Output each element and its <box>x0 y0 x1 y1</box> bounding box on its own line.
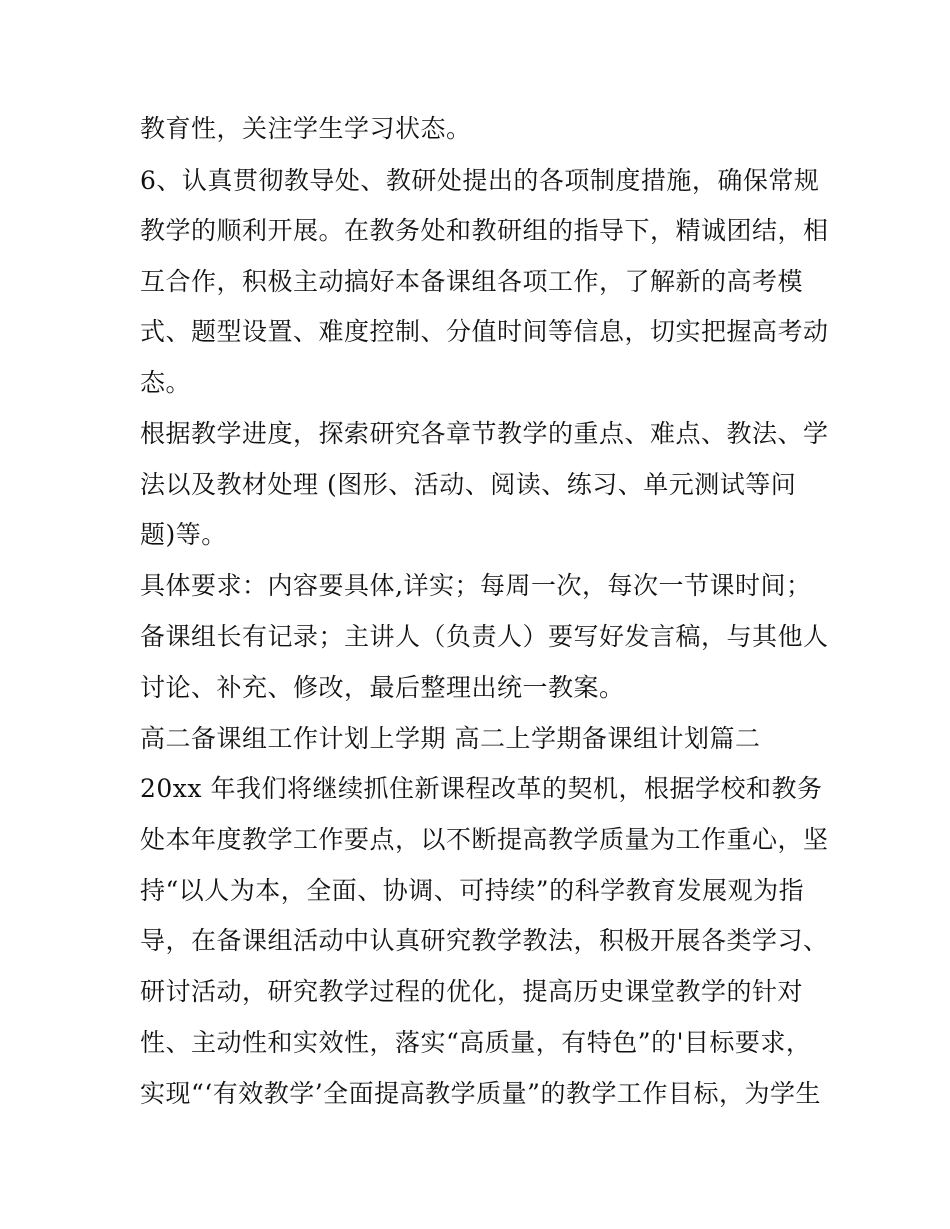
text-line: 法以及教材处理 (图形、活动、阅读、练习、单元测试等问 <box>140 470 797 499</box>
text-line: 题)等。 <box>140 520 227 549</box>
text-line: 教育性，关注学生学习状态。 <box>140 114 472 143</box>
text-line: 持“以人为本，全面、协调、可持续”的科学教育发展观为指 <box>140 876 805 905</box>
text-line: 导，在备课组活动中认真研究教学教法，积极开展各类学习、 <box>140 926 829 955</box>
text-line: 研讨活动，研究教学过程的优化，提高历史课堂教学的针对 <box>140 977 804 1006</box>
text-line: 根据教学进度，探索研究各章节教学的重点、难点、教法、学 <box>140 419 829 448</box>
text-line: 教学的顺利开展。在教务处和教研组的指导下，精诚团结，相 <box>140 216 829 245</box>
text-line: 20xx 年我们将继续抓住新课程改革的契机，根据学校和教务 <box>140 774 823 803</box>
text-line: 互合作，积极主动搞好本备课组各项工作，了解新的高考模 <box>140 267 804 296</box>
text-line: 6、认真贯彻教导处、教研处提出的各项制度措施，确保常规 <box>140 166 820 195</box>
text-line: 式、题型设置、难度控制、分值时间等信息，切实把握高考动 <box>140 317 829 346</box>
text-line: 备课组长有记录；主讲人（负责人）要写好发言稿，与其他人 <box>140 622 829 651</box>
text-line: 处本年度教学工作要点，以不断提高教学质量为工作重心，坚 <box>140 825 829 854</box>
text-line: 具体要求：内容要具体,详实；每周一次，每次一节课时间； <box>140 571 812 600</box>
text-line: 讨论、补充、修改，最后整理出统一教案。 <box>140 673 625 702</box>
text-line: 态。 <box>140 368 192 397</box>
text-line: 实现“‘有效教学’全面提高教学质量”的教学工作目标，为学生 <box>140 1079 821 1108</box>
text-line: 性、主动性和实效性，落实“高质量，有特色”的'目标要求， <box>140 1028 812 1057</box>
section-heading: 高二备课组工作计划上学期 高二上学期备课组计划篇二 <box>140 724 761 753</box>
